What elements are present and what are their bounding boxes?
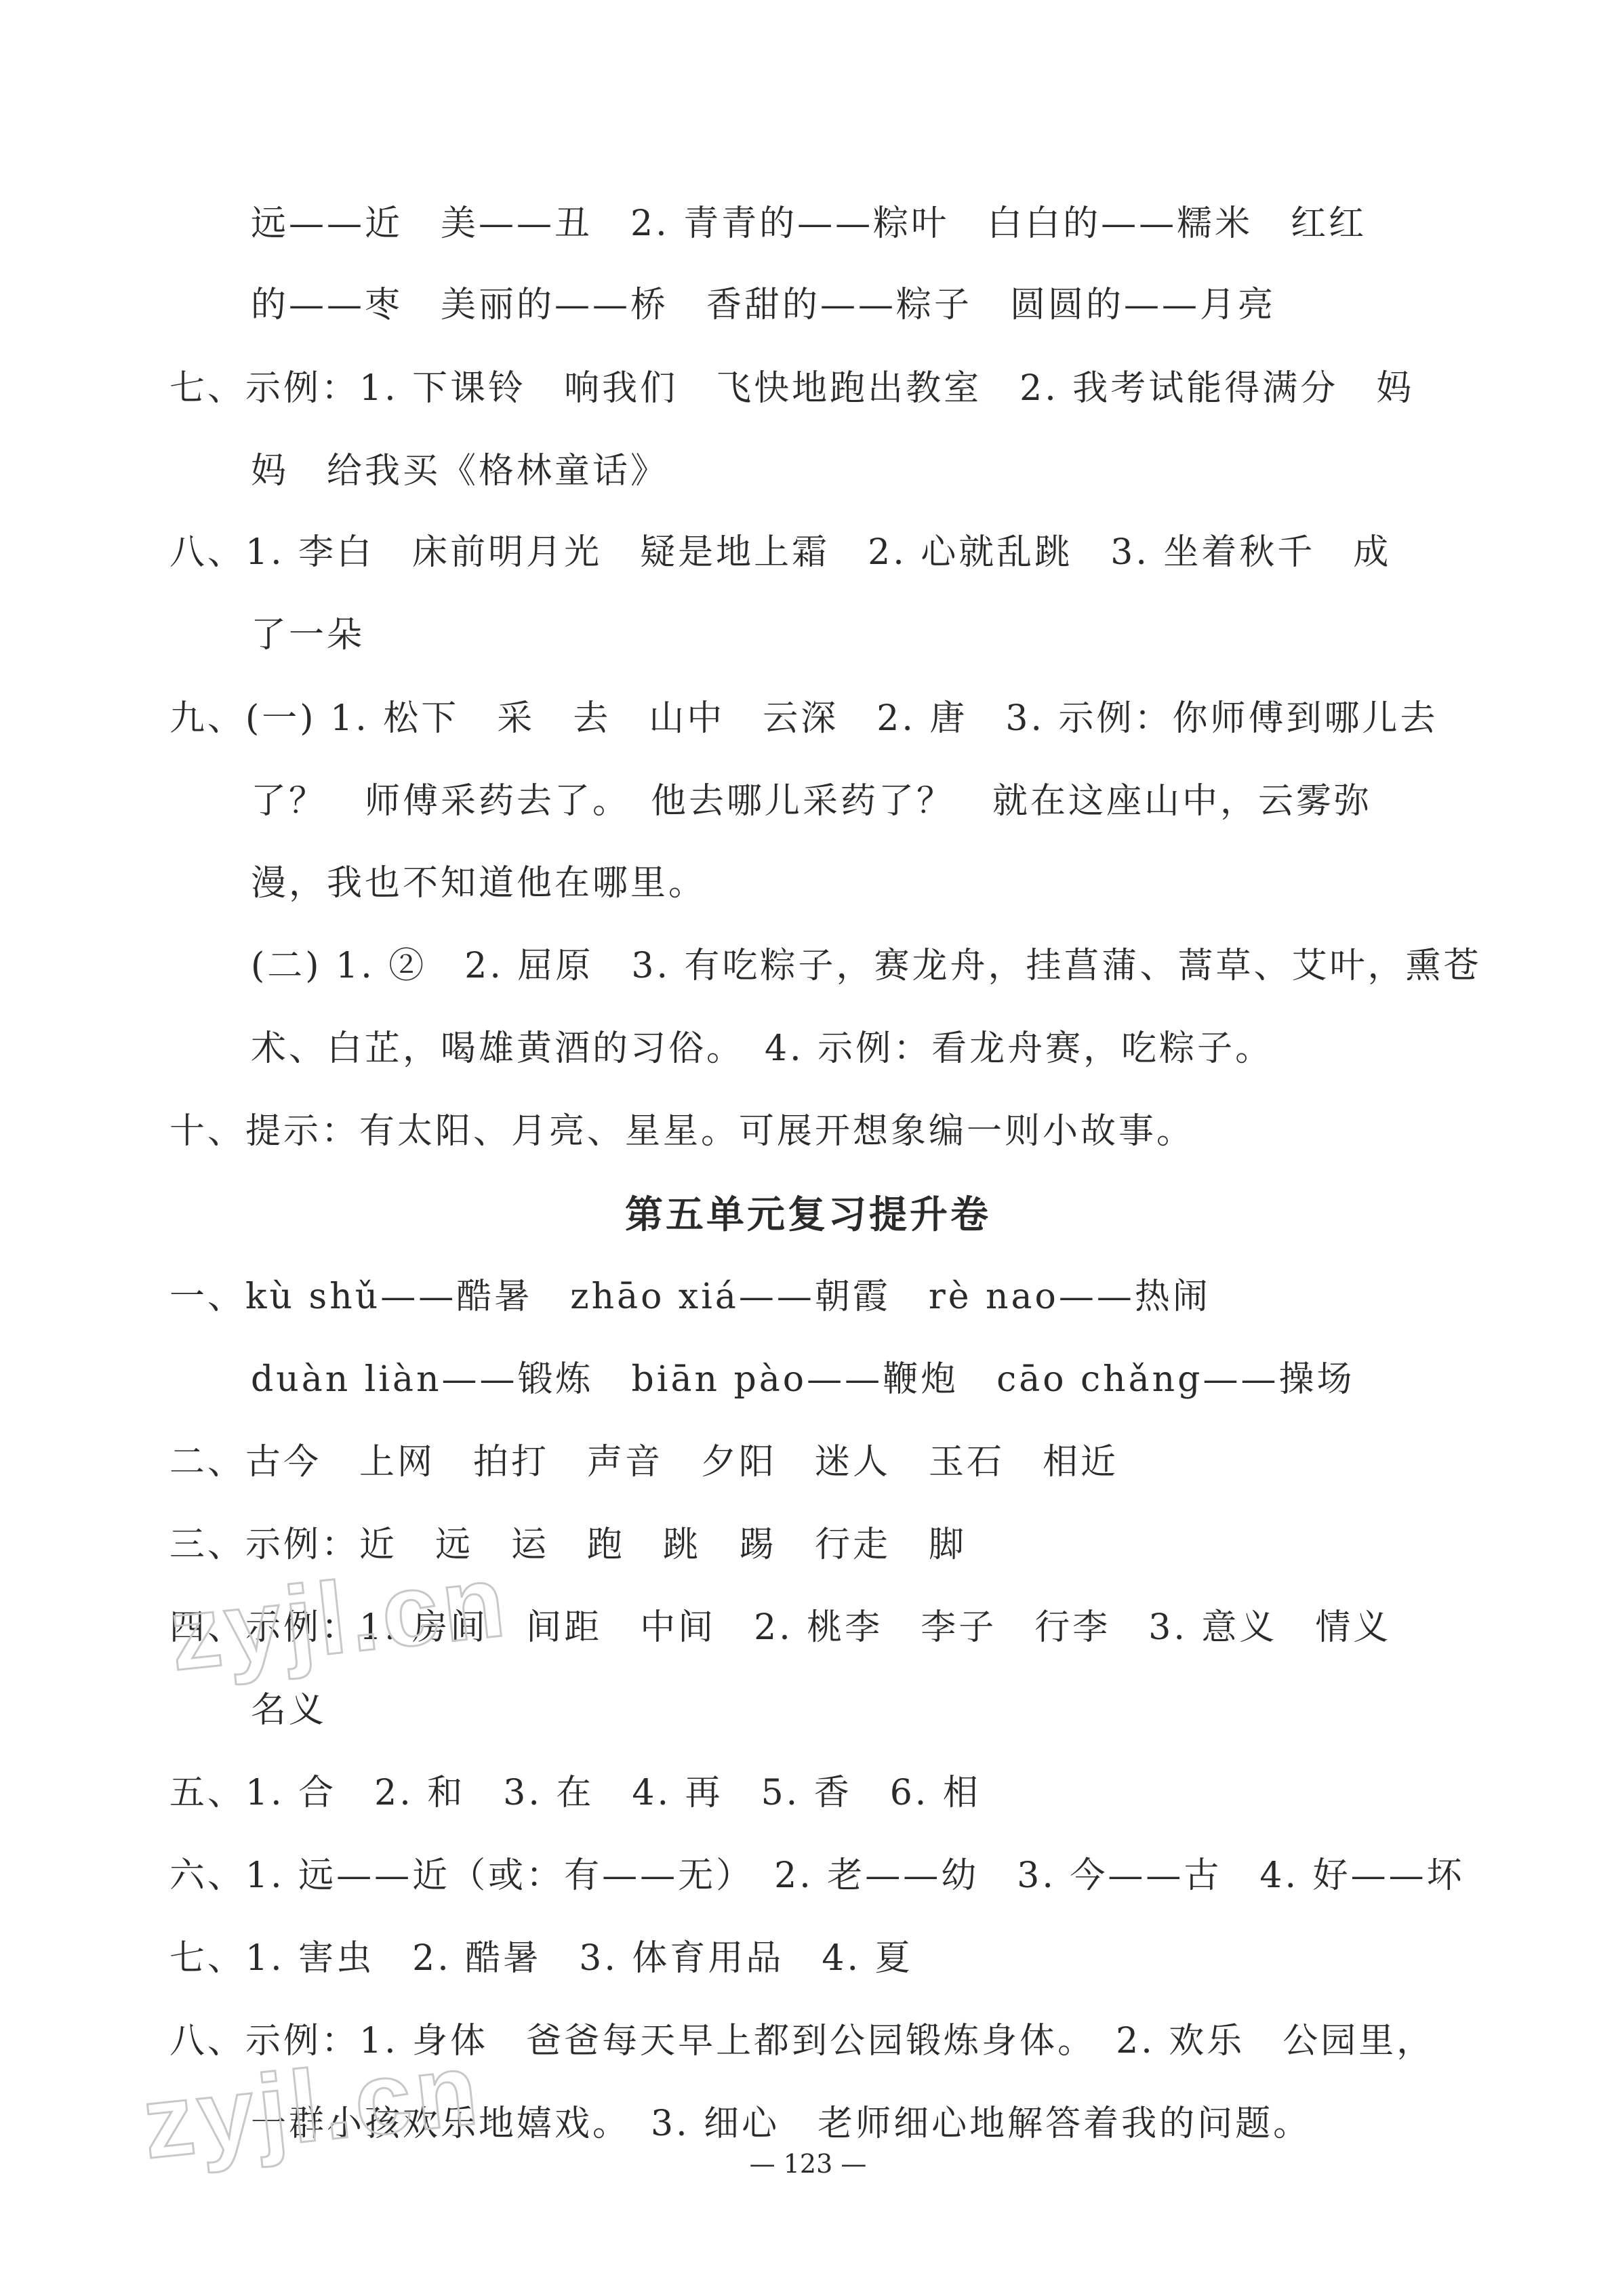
answer-line: 术、白芷，喝雄黄酒的习俗。 4. 示例：看龙舟赛，吃粽子。 [251,1028,1274,1069]
answer-line: 八、1. 李白 床前明月光 疑是地上霜 2. 心就乱跳 3. 坐着秋千 成 [169,532,1392,573]
answer-line: 一、kù shǔ——酷暑 zhāo xiá——朝霞 rè nao——热闹 [169,1276,1211,1317]
answer-line: 名义 [251,1690,327,1731]
answer-line: 四、示例：1. 房间 间距 中间 2. 桃李 李子 行李 3. 意义 情义 [169,1607,1392,1648]
answer-line: 六、1. 远——近（或：有——无） 2. 老——幼 3. 今——古 4. 好——坏 [169,1855,1465,1896]
answer-line: 远——近 美——丑 2. 青青的——粽叶 白白的——糯米 红红 [251,203,1367,244]
answer-line: 了？ 师傅采药去了。 他去哪儿采药了？ 就在这座山中，云雾弥 [251,781,1373,822]
answer-line: 一群小孩欢乐地嬉戏。 3. 细心 老师细心地解答着我的问题。 [251,2103,1312,2144]
section-heading: 第五单元复习提升卷 [625,1192,991,1237]
answer-line: 了一朵 [251,615,365,656]
answer-line: 九、(一) 1. 松下 采 去 山中 云深 2. 唐 3. 示例：你师傅到哪儿去 [169,698,1438,739]
page-number: — 123 — [749,2149,867,2179]
answer-line: 三、示例：近 远 运 跑 跳 踢 行走 脚 [169,1525,967,1565]
answer-line: 二、古今 上网 拍打 声音 夕阳 迷人 玉石 相近 [169,1442,1119,1483]
answer-line: 十、提示：有太阳、月亮、星星。可展开想象编一则小故事。 [169,1111,1195,1152]
answer-line: duàn liàn——锻炼 biān pào——鞭炮 cāo chǎng——操场 [251,1359,1355,1400]
answer-line: 的——枣 美丽的——桥 香甜的——粽子 圆圆的——月亮 [251,285,1276,325]
answer-line: (二) 1. ② 2. 屈原 3. 有吃粽子，赛龙舟，挂菖蒲、蒿草、艾叶，熏苍 [251,946,1482,986]
answer-line: 漫，我也不知道他在哪里。 [251,863,707,904]
answer-line: 七、1. 害虫 2. 酷暑 3. 体育用品 4. 夏 [169,1938,913,1979]
watermark-logo: zyjl.cn [137,2031,487,2180]
answer-line: 七、示例：1. 下课铃 响我们 飞快地跑出教室 2. 我考试能得满分 妈 [169,368,1415,409]
answer-line: 五、1. 合 2. 和 3. 在 4. 再 5. 香 6. 相 [169,1773,981,1813]
answer-line: 妈 给我买《格林童话》 [251,451,669,491]
watermark-logo: zyjl.cn [164,1543,514,1692]
answer-line: 八、示例：1. 身体 爸爸每天早上都到公园锻炼身体。 2. 欢乐 公园里， [169,2021,1435,2061]
